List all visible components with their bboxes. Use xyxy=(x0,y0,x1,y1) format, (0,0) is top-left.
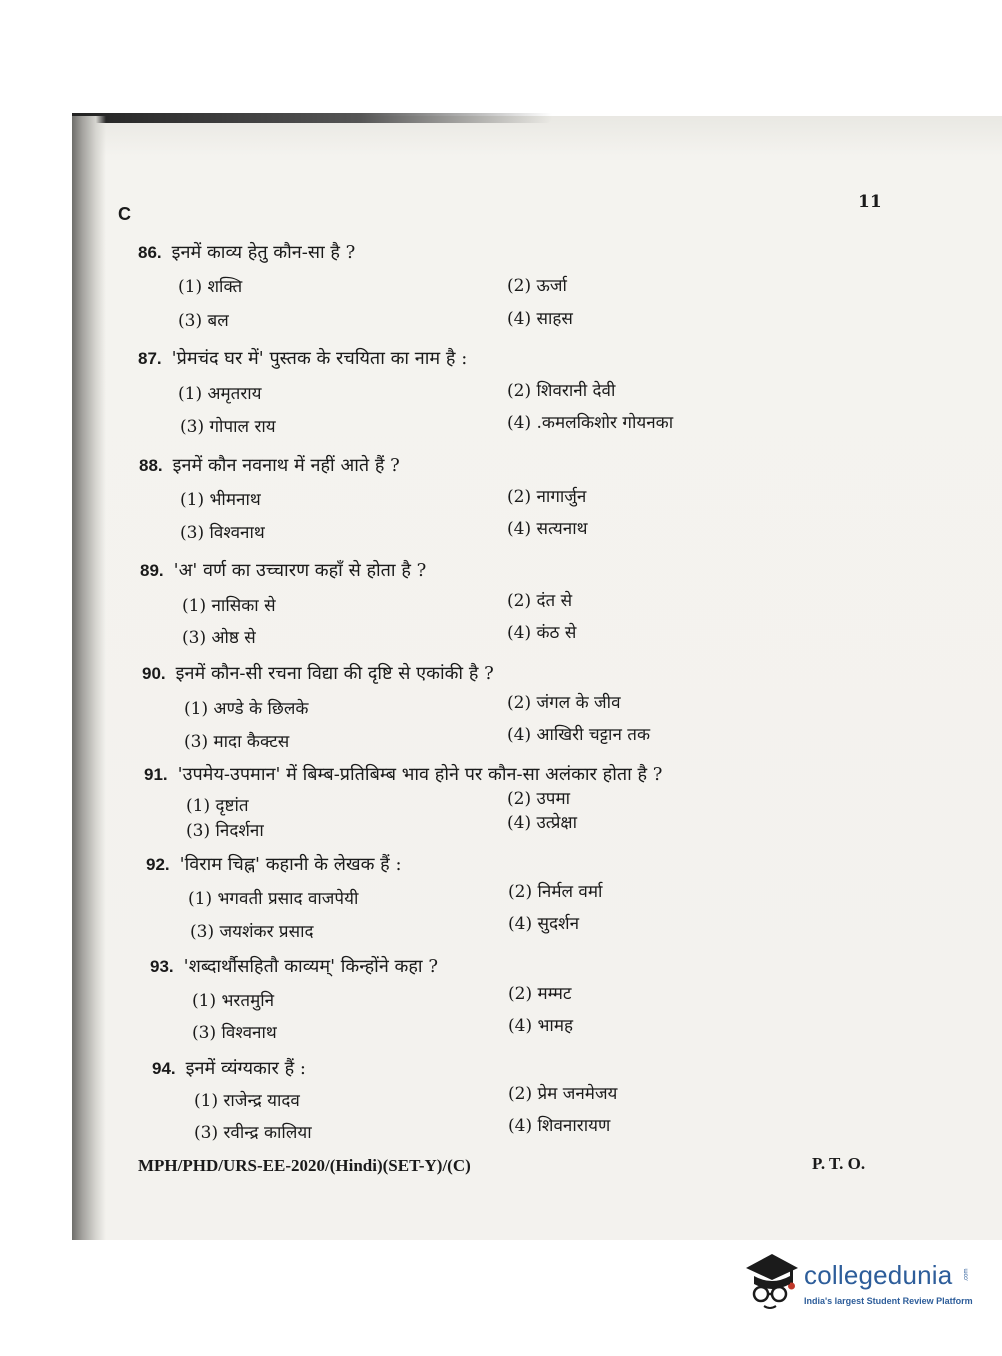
option-2: (2) दंत से xyxy=(507,591,573,611)
option-4: (4) सत्यनाथ xyxy=(507,519,588,539)
option-2: (2) जंगल के जीव xyxy=(507,693,621,713)
question-number: 93. xyxy=(150,957,174,976)
question-stem xyxy=(152,1056,306,1080)
option-1: (1) भीमनाथ xyxy=(180,490,261,510)
question-text: इनमें काव्य हेतु कौन-सा है ? xyxy=(171,242,356,263)
question-number: 90. xyxy=(142,664,166,683)
option-4: (4) शिवनारायण xyxy=(508,1116,611,1136)
question-number: 86. xyxy=(138,243,162,262)
question-text: 'विराम चिह्न' कहानी के लेखक हैं : xyxy=(179,854,402,875)
question-stem xyxy=(140,558,426,582)
option-2: (2) शिवरानी देवी xyxy=(507,381,616,401)
question-stem xyxy=(138,346,467,370)
option-3: (3) गोपाल राय xyxy=(180,417,276,437)
option-1: (1) शक्ति xyxy=(178,277,243,297)
option-3: (3) ओष्ठ से xyxy=(182,628,256,648)
option-3: (3) रवीन्द्र कालिया xyxy=(194,1123,312,1143)
question-stem xyxy=(144,762,662,786)
collegedunia-watermark xyxy=(742,1250,972,1320)
option-3: (3) निदर्शना xyxy=(186,821,264,841)
question-stem xyxy=(139,453,400,477)
page-number: 11 xyxy=(858,192,882,212)
question-text: इनमें कौन नवनाथ में नहीं आते हैं ? xyxy=(172,455,400,476)
option-4: (4) कंठ से xyxy=(507,623,577,643)
question-number: 87. xyxy=(138,349,162,368)
option-2: (2) प्रेम जनमेजय xyxy=(508,1084,618,1104)
paper-binding-shadow xyxy=(72,116,106,1240)
option-2: (2) उपमा xyxy=(507,789,571,809)
option-3: (3) विश्वनाथ xyxy=(192,1023,277,1043)
question-text: इनमें व्यंग्यकार हैं : xyxy=(185,1058,306,1079)
question-stem xyxy=(142,661,494,685)
question-number: 94. xyxy=(152,1059,176,1078)
option-2: (2) निर्मल वर्मा xyxy=(508,882,603,902)
paper-top-edge xyxy=(72,113,552,123)
brand-suffix: .com xyxy=(963,1268,970,1282)
option-3: (3) मादा कैक्टस xyxy=(184,732,290,752)
option-1: (1) भरतमुनि xyxy=(192,991,275,1011)
option-2: (2) मम्मट xyxy=(508,984,572,1004)
option-4: (4) .कमलकिशोर गोयनका xyxy=(507,413,674,433)
option-4: (4) सुदर्शन xyxy=(508,914,579,934)
option-3: (3) जयशंकर प्रसाद xyxy=(190,922,314,942)
option-4: (4) भामह xyxy=(508,1016,574,1036)
graduate-face-icon xyxy=(742,1250,802,1314)
option-2: (2) नागार्जुन xyxy=(507,487,587,507)
brand-name: collegedunia xyxy=(804,1260,953,1290)
set-letter: C xyxy=(118,204,131,224)
brand-tagline: India's largest Student Review Platform xyxy=(804,1296,973,1306)
option-4: (4) उत्प्रेक्षा xyxy=(507,813,577,833)
question-number: 88. xyxy=(139,456,163,475)
question-text: 'अ' वर्ण का उच्चारण कहाँ से होता है ? xyxy=(173,560,427,581)
question-text: 'प्रेमचंद घर में' पुस्तक के रचयिता का नाम है : xyxy=(171,348,468,369)
pto-note: P. T. O. xyxy=(812,1154,866,1173)
question-text: 'शब्दार्थौसहितौ काव्यम्' किन्होंने कहा ? xyxy=(183,956,438,977)
option-4: (4) साहस xyxy=(507,309,573,329)
option-3: (3) बल xyxy=(178,311,229,331)
question-stem xyxy=(150,954,438,978)
option-3: (3) विश्वनाथ xyxy=(180,523,265,543)
option-2: (2) ऊर्जा xyxy=(507,276,567,296)
option-1: (1) अण्डे के छिलके xyxy=(184,699,309,719)
question-text: इनमें कौन-सी रचना विद्या की दृष्टि से एकांकी है ? xyxy=(175,663,494,684)
question-stem xyxy=(146,852,402,876)
option-1: (1) नासिका से xyxy=(182,596,276,616)
question-number: 92. xyxy=(146,855,170,874)
question-stem xyxy=(138,240,355,264)
question-text: 'उपमेय-उपमान' में बिम्ब-प्रतिबिम्ब भाव होने पर कौन-सा अलंकार होता है ? xyxy=(177,764,663,785)
option-1: (1) भगवती प्रसाद वाजपेयी xyxy=(188,889,359,909)
option-1: (1) अमृतराय xyxy=(178,384,262,404)
option-1: (1) राजेन्द्र यादव xyxy=(194,1091,300,1111)
option-4: (4) आखिरी चट्टान तक xyxy=(507,725,651,745)
paper-code: MPH/PHD/URS-EE-2020/(Hindi)(SET-Y)/(C) xyxy=(138,1156,471,1175)
question-number: 89. xyxy=(140,561,164,580)
question-number: 91. xyxy=(144,765,168,784)
option-1: (1) दृष्टांत xyxy=(186,796,249,816)
